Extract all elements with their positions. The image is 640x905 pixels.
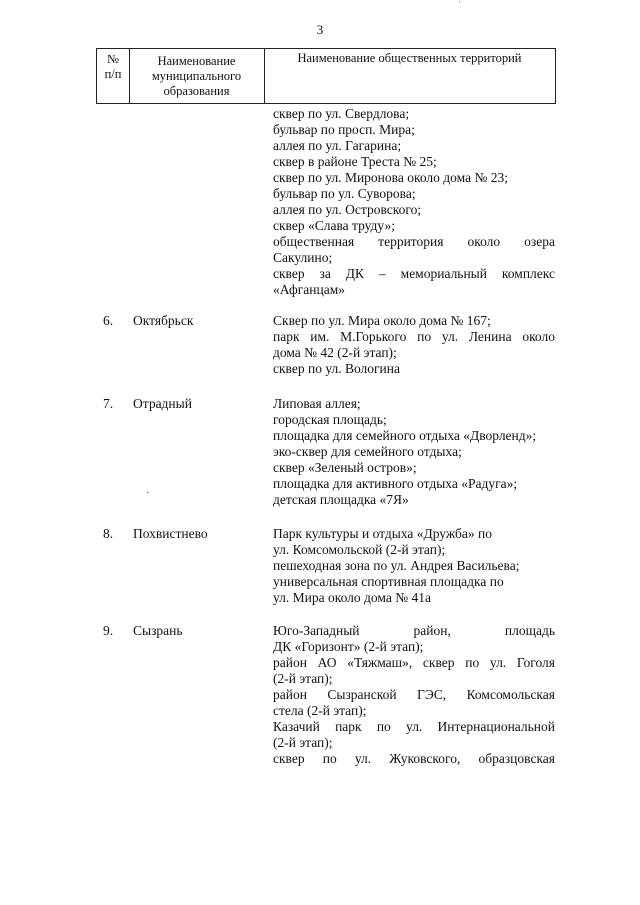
territory-line: пешеходная зона по ул. Андрея Васильева; xyxy=(273,558,520,573)
territory-line: сквер по ул. Вологина xyxy=(273,361,400,376)
territory-line: ул. Мира около дома № 41а xyxy=(273,590,431,605)
municipality-name: Сызрань xyxy=(133,623,183,638)
header-text: Наименование xyxy=(157,54,236,68)
territory-line: Юго-Западный район, площадь xyxy=(273,623,555,638)
territory-line: сквер по ул. Миронова около дома № 23; xyxy=(273,170,508,185)
territory-line: аллея по ул. Островского; xyxy=(273,202,422,217)
territory-line: сквер «Слава труду»; xyxy=(273,218,396,233)
territory-line: Липовая аллея; xyxy=(273,396,361,411)
territory-line: универсальная спортивная площадка по xyxy=(273,574,504,589)
header-municipality-column xyxy=(129,49,265,103)
territory-line: аллея по ул. Гагарина; xyxy=(273,138,402,153)
territory-line: площадка для семейного отдыха «Дворленд»; xyxy=(273,428,537,443)
territory-line: площадка для активного отдыха «Радуга»; xyxy=(273,476,518,491)
territory-line: (2-й этап); xyxy=(273,735,333,750)
territory-line: дома № 42 (2-й этап); xyxy=(273,345,397,360)
territory-line: сквер по ул. Жуковского, образцовская xyxy=(273,751,555,766)
header-territories-column xyxy=(264,49,555,103)
row-number: 8. xyxy=(103,526,114,541)
header-text: муниципального xyxy=(151,69,242,83)
territory-line: стела (2-й этап); xyxy=(273,703,367,718)
territory-line: эко-сквер для семейного отдыха; xyxy=(273,444,462,459)
scan-mark: ˈ xyxy=(458,0,462,11)
territory-line: бульвар по ул. Суворова; xyxy=(273,186,416,201)
page-number: 3 xyxy=(316,22,324,37)
territory-line: Парк культуры и отдыха «Дружба» по xyxy=(273,526,492,541)
territory-line: детская площадка «7Я» xyxy=(273,492,409,507)
territory-line: сквер «Зеленый остров»; xyxy=(273,460,417,475)
territory-line: парк им. М.Горького по ул. Ленина около xyxy=(273,329,555,344)
territory-line: (2-й этап); xyxy=(273,671,333,686)
scan-dot: · xyxy=(146,488,150,499)
territory-line: «Афганцам» xyxy=(273,282,345,297)
territories-cell xyxy=(273,623,555,767)
territories-cell xyxy=(273,313,555,377)
territory-line: район Сызранской ГЭС, Комсомольская xyxy=(273,687,555,702)
territory-line: сквер в районе Треста № 25; xyxy=(273,154,437,169)
territory-line: городская площадь; xyxy=(273,412,387,427)
territory-line: бульвар по просп. Мира; xyxy=(273,122,415,137)
territory-line: общественная территория около озера xyxy=(273,234,555,249)
header-number-column xyxy=(97,49,130,103)
row-number: 7. xyxy=(103,396,114,411)
municipality-name: Похвистнево xyxy=(133,526,208,541)
header-text: № xyxy=(107,52,119,66)
municipality-name: Октябрьск xyxy=(133,313,194,328)
row-number: 9. xyxy=(103,623,114,638)
territories-cell xyxy=(273,396,555,508)
header-text: образования xyxy=(163,84,230,98)
territory-line: район АО «Тяжмаш», сквер по ул. Гоголя xyxy=(273,655,555,670)
territory-line: Сквер по ул. Мира около дома № 167; xyxy=(273,313,491,328)
territories-cell xyxy=(273,526,555,606)
territory-line: ДК «Горизонт» (2-й этап); xyxy=(273,639,424,654)
table-header xyxy=(96,48,556,104)
municipality-name: Отрадный xyxy=(133,396,192,411)
header-text: Наименование общественных территорий xyxy=(297,51,522,65)
territory-line: сквер за ДК – мемориальный комплекс xyxy=(273,266,555,281)
territories-cell xyxy=(273,106,555,298)
territory-line: сквер по ул. Свердлова; xyxy=(273,106,410,121)
territory-line: Сакулино; xyxy=(273,250,333,265)
header-text: п/п xyxy=(104,67,122,81)
row-number: 6. xyxy=(103,313,114,328)
territory-line: ул. Комсомольской (2-й этап); xyxy=(273,542,446,557)
territory-line: Казачий парк по ул. Интернациональной xyxy=(273,719,555,734)
